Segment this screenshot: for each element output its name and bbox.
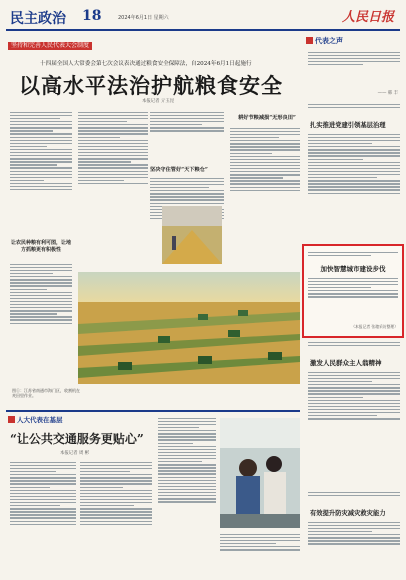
bus-interior-image (220, 418, 300, 528)
quote-author: —— 韩 丰 (377, 91, 398, 96)
page-header (6, 6, 400, 28)
rc-headline-3: 激发人民群众主人翁精神 (310, 359, 382, 367)
subhead-3: 耕好节粮减损“无形良田” (238, 115, 296, 121)
harvest-photo (78, 272, 300, 384)
rc-intro-1 (308, 102, 400, 120)
body-text-col1b (10, 262, 72, 380)
body-text-col3 (150, 110, 224, 162)
body-text-col4 (230, 126, 300, 270)
bottom-body-3 (158, 416, 216, 576)
header-rule (6, 29, 400, 31)
section-divider (6, 410, 300, 412)
box-body (308, 276, 398, 322)
page-number: 18 (82, 8, 102, 24)
rc-intro-3 (308, 340, 400, 358)
story-byline: 本报记者 亓玉昆 (142, 99, 175, 104)
bottom-headline: “让公共交通服务更贴心” (10, 432, 144, 446)
subhead-1: 让农民种粮有利可图，让地方抓粮更有积极性 (10, 240, 71, 253)
rc-headline-1: 扎实推进党建引领基层治理 (310, 122, 386, 129)
story-kicker: 十四届全国人大常委会第七次会议表决通过粮食安全保障法，自2024年6月1日起施行 (40, 61, 252, 67)
bottom-byline: 本报记者 周 彬 (60, 451, 90, 456)
wheat-field-image (78, 272, 300, 384)
newspaper-logo: 人民日报 (341, 10, 394, 25)
bottom-body-4 (220, 532, 300, 576)
column-label: 坚持和完善人民代表大会制度 (8, 42, 92, 50)
bottom-column-label: 人大代表在基层 (8, 415, 63, 424)
bus-photo (220, 418, 300, 528)
bottom-body-1 (10, 460, 76, 576)
right-column-title: 代表之声 (306, 36, 343, 46)
quote-text (308, 50, 400, 90)
story-headline: 以高水平法治护航粮食安全 (19, 73, 283, 98)
highlighted-article[interactable] (302, 244, 404, 338)
body-text-col2 (78, 110, 148, 270)
column-marker-icon (306, 37, 313, 44)
photo-caption: 图①：江苏省南通市海门区，收割机在麦田里作业。 (12, 388, 80, 398)
rc-intro-4 (308, 490, 400, 506)
rc-headline-4: 有效提升防灾减灾救灾能力 (310, 510, 386, 517)
box-headline: 加快智慧城市建设步伐 (320, 265, 386, 273)
rc-body-4 (308, 520, 400, 574)
issue-date: 2024年6月1日 星期六 (118, 15, 169, 21)
bottom-body-2 (80, 460, 152, 576)
small-photo (162, 206, 222, 264)
box-footer: （本报记者 张璁采访整理） (351, 324, 398, 329)
section-name: 民主政治 (10, 11, 66, 27)
grain-pile-image (162, 206, 222, 264)
subhead-2: 坚决守住管好“天下粮仓” (150, 167, 208, 173)
rc-body-3 (308, 370, 400, 480)
box-intro (308, 250, 398, 262)
right-lower (306, 340, 402, 576)
column-marker-icon (8, 416, 15, 423)
